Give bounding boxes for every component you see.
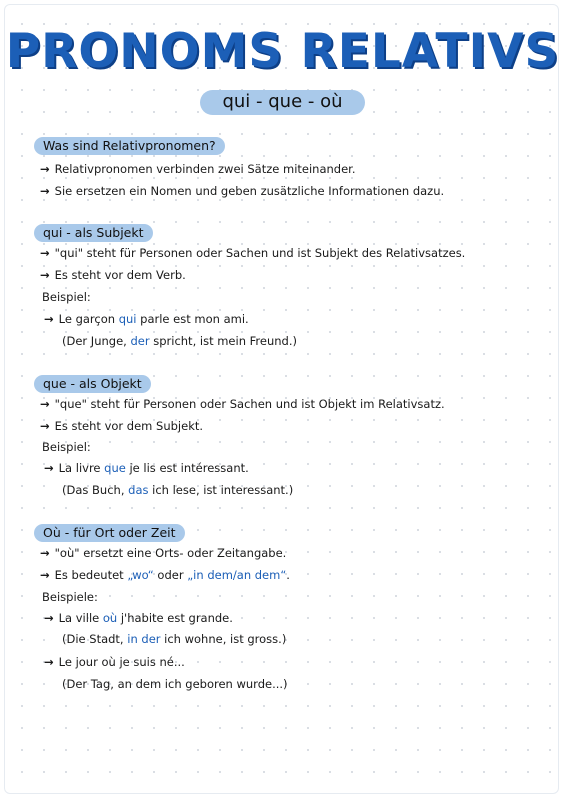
ou-example-1-fr xyxy=(44,611,233,625)
que-rule-1-text: "que" steht für Personen oder Sachen und ist Objekt im Relativsatz. xyxy=(54,397,445,411)
arrow-icon: → xyxy=(40,546,50,560)
ou-rule-2-after: . xyxy=(286,568,290,582)
que-example-fr xyxy=(44,461,249,475)
section-heading-intro: Was sind Relativpronomen? xyxy=(34,137,225,155)
arrow-icon: → xyxy=(44,655,54,669)
que-ex-de-after: ich lese, ist interessant.) xyxy=(148,483,294,497)
ou-example-label: Beispiele: xyxy=(42,590,98,604)
qui-example-de xyxy=(62,334,297,348)
ou-ex1-fr-before: La ville xyxy=(58,611,103,625)
arrow-icon: → xyxy=(40,162,50,176)
qui-rule-2-text: Es steht vor dem Verb. xyxy=(54,268,186,282)
qui-ex-fr-pronoun: qui xyxy=(118,312,137,326)
intro-text-1: Relativpronomen verbinden zwei Sätze miteinander. xyxy=(54,162,356,176)
ou-rule-2 xyxy=(40,568,290,582)
ou-example-2-de: (Der Tag, an dem ich geboren wurde...) xyxy=(62,677,288,691)
ou-ex1-fr-pronoun: où xyxy=(102,611,118,625)
que-ex-de-before: (Das Buch, xyxy=(62,483,129,497)
intro-line-1 xyxy=(40,162,356,176)
ou-ex1-de-pronoun: in der xyxy=(127,632,161,646)
que-ex-fr-before: La livre xyxy=(58,461,105,475)
ou-ex2-fr-text: Le jour où je suis né... xyxy=(58,655,185,669)
intro-line-2 xyxy=(40,184,444,198)
section-heading-qui: qui - als Subjekt xyxy=(34,224,153,242)
ou-ex1-de-before: (Die Stadt, xyxy=(62,632,128,646)
que-example-label: Beispiel: xyxy=(42,440,91,454)
qui-ex-de-pronoun: der xyxy=(130,334,150,348)
page-subtitle: qui - que - où xyxy=(200,90,364,115)
ou-rule-2-before: Es bedeutet xyxy=(54,568,128,582)
qui-ex-de-before: (Der Junge, xyxy=(62,334,131,348)
arrow-icon: → xyxy=(40,184,50,198)
ou-rule-1 xyxy=(40,546,286,560)
arrow-icon: → xyxy=(40,568,50,582)
qui-rule-2 xyxy=(40,268,186,282)
ou-example-1-de xyxy=(62,632,286,646)
arrow-icon: → xyxy=(40,419,50,433)
que-rule-2 xyxy=(40,419,203,433)
section-heading-ou: Où - für Ort oder Zeit xyxy=(34,524,185,542)
ou-rule-2-wo: „wo“ xyxy=(127,568,154,582)
qui-rule-1-text: "qui" steht für Personen oder Sachen und ist Subjekt des Relativsatzes. xyxy=(54,246,466,260)
qui-ex-fr-after: parle est mon ami. xyxy=(136,312,249,326)
ou-rule-2-mid: oder xyxy=(153,568,188,582)
qui-example-label: Beispiel: xyxy=(42,290,91,304)
que-ex-fr-after: je lis est intéressant. xyxy=(125,461,249,475)
page-title: PRONOMS RELATIVS xyxy=(5,24,560,79)
arrow-icon: → xyxy=(40,397,50,411)
qui-example-fr xyxy=(44,312,249,326)
qui-rule-1 xyxy=(40,246,465,260)
arrow-icon: → xyxy=(44,461,54,475)
que-ex-de-pronoun: das xyxy=(128,483,149,497)
que-example-de xyxy=(62,483,293,497)
ou-ex1-de-after: ich wohne, ist gross.) xyxy=(160,632,287,646)
ou-example-2-fr xyxy=(44,655,185,669)
arrow-icon: → xyxy=(44,611,54,625)
ou-rule-2-indem: „in dem/an dem“ xyxy=(187,568,287,582)
ou-ex1-fr-after: j'habite est grande. xyxy=(117,611,233,625)
arrow-icon: → xyxy=(44,312,54,326)
ou-rule-1-text: "où" ersetzt eine Orts- oder Zeitangabe. xyxy=(54,546,287,560)
intro-text-2: Sie ersetzen ein Nomen und geben zusätzliche Informationen dazu. xyxy=(54,184,445,198)
arrow-icon: → xyxy=(40,246,50,260)
subtitle-container xyxy=(0,90,565,115)
qui-ex-de-after: spricht, ist mein Freund.) xyxy=(149,334,297,348)
que-rule-1 xyxy=(40,397,445,411)
arrow-icon: → xyxy=(40,268,50,282)
qui-ex-fr-before: Le garçon xyxy=(58,312,119,326)
que-rule-2-text: Es steht vor dem Subjekt. xyxy=(54,419,204,433)
que-ex-fr-pronoun: que xyxy=(104,461,126,475)
section-heading-que: que - als Objekt xyxy=(34,375,151,393)
